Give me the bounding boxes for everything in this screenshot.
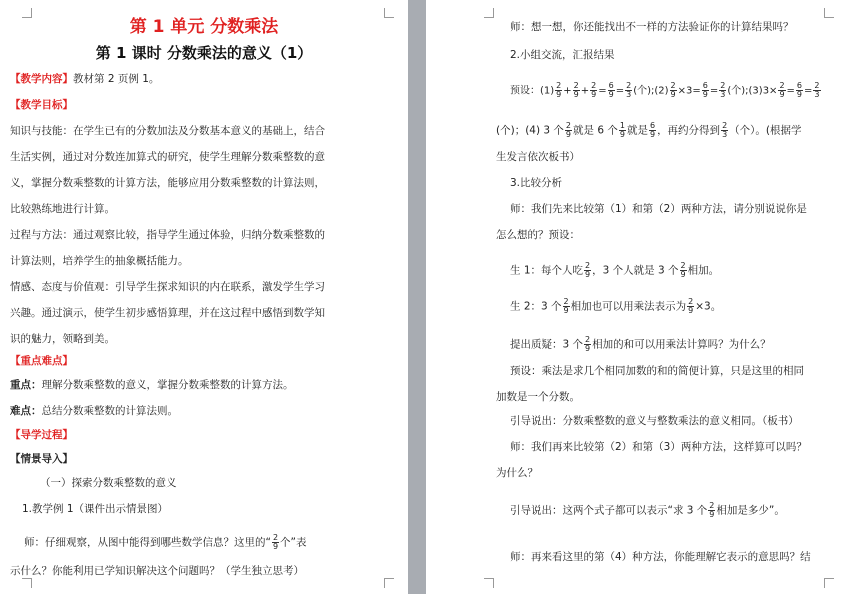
goals-heading: 【教学目标】 (10, 99, 73, 111)
content-heading: 【教学内容】 (10, 73, 73, 85)
difficulty-label: 难点： (10, 405, 42, 417)
goal-line: 计算法则，培养学生的抽象概括能力。 (10, 255, 189, 267)
goal-line: 情感、态度与价值观：引导学生探求知识的内在联系，激发学生学习 (10, 281, 325, 293)
content-line (10, 72, 159, 86)
corner-mark (384, 578, 394, 588)
goal-line: 兴趣。通过演示，使学生初步感悟算理，并在这过程中感悟到数学知 (10, 307, 325, 319)
text-line: 2.小组交流，汇报结果 (510, 49, 615, 61)
text-line: 师：想一想，你还能找出不一样的方法验证你的计算结果吗？ (510, 21, 794, 33)
text-line: 预设：乘法是求几个相同加数的和的简便计算，只是这里的相同 (510, 365, 804, 377)
preset-equation-line: 预设：(1) $\frac{2}{9}$ + $\frac{2}{9}$ + $\frac{2}{9}$ = $\frac{6}{9}$ = $\frac{2}{3}$ (个);(2) $\frac{2}{9}$ ×3= $\frac{6}{9}$ = $\frac{2}{3}$ (个);(3)3× $\frac{2}{9}$ = $\frac{6}{9}$ = $\frac{2}{3}$ (510, 81, 820, 99)
content-text: 教材第 2 页例 1。 (73, 73, 160, 85)
corner-mark (824, 578, 834, 588)
left-page (0, 0, 408, 594)
question-line: 提出质疑：3 个 $\frac{2}{9}$ 相加的和可以用乘法计算吗？为什么？ (510, 335, 771, 353)
fraction-two-ninths: $\frac{2}{9}$ (272, 533, 279, 551)
corner-mark (824, 8, 834, 18)
key-line (10, 378, 294, 392)
corner-mark (484, 578, 494, 588)
intro-heading: 【情景导入】 (10, 453, 73, 465)
text-line: 3.比较分析 (510, 177, 563, 189)
example-line: 1.教学例 1（课件出示情景图） (22, 503, 169, 515)
preset-equation-line: (个)；(4) 3 个 $\frac{2}{9}$ 就是 6 个 $\frac{1}{9}$ 就是 $\frac{6}{9}$ ，再约分得到 $\frac{2}{3}$ （个）。(根据学 (496, 121, 802, 139)
teacher-question-line: 示什么？你能利用已学知识解决这个问题吗？（学生独立思考） (10, 565, 304, 577)
teacher-question-line (24, 534, 307, 551)
goal-line: 义，掌握分数乘整数的计算方法，能够应用分数乘整数的计算法则， (10, 177, 325, 189)
goal-line: 识的魅力，领略到美。 (10, 333, 115, 345)
text-line: 引导说出：分数乘整数的意义与整数乘法的意义相同。（板书） (510, 415, 799, 427)
key-text: 理解分数乘整数的意义，掌握分数乘整数的计算方法。 (41, 379, 294, 391)
text-line: 怎么想的？预设： (496, 229, 580, 241)
guide-line: 引导说出：这两个式子都可以表示“求 3 个 $\frac{2}{9}$ 相加是多少”。 (510, 501, 785, 519)
unit-title: 第 1 单元 分数乘法 (129, 17, 279, 37)
text-line: 师：再来看这里的第（4）种方法，你能理解它表示的意思吗？结 (510, 551, 811, 563)
teacher-text: 个”表 (280, 536, 307, 549)
section-heading: （一）探索分数乘整数的意义 (40, 477, 177, 489)
text-line: 加数是一个分数。 (496, 391, 580, 403)
student2-line: 生 2：3 个 $\frac{2}{9}$ 相加也可以用乘法表示为 $\frac{2}{9}$ ×3。 (510, 297, 722, 315)
goal-line: 过程与方法：通过观察比较，指导学生通过体验，归纳分数乘整数的 (10, 229, 325, 241)
text-line: 师：我们先来比较第（1）和第（2）两种方法，请分别说说你是 (510, 203, 807, 215)
goal-line: 知识与技能：在学生已有的分数加法及分数基本意义的基础上，结合 (10, 125, 325, 137)
page-gap (408, 0, 426, 594)
key-heading: 【重点难点】 (10, 355, 73, 367)
right-page (426, 0, 845, 594)
goal-line: 比较熟练地进行计算。 (10, 203, 115, 215)
difficulty-text: 总结分数乘整数的计算法则。 (41, 405, 178, 417)
text-line: 为什么？ (496, 467, 538, 479)
lesson-title: 第 1 课时 分数乘法的意义（1） (95, 44, 313, 62)
process-heading: 【导学过程】 (10, 429, 73, 441)
student1-line: 生 1：每个人吃 $\frac{2}{9}$ ，3 个人就是 3 个 $\frac{2}{9}$ 相加。 (510, 261, 720, 279)
text-line: 师：我们再来比较第（2）和第（3）两种方法，这样算可以吗？ (510, 441, 807, 453)
corner-mark (22, 578, 32, 588)
goal-line: 生活实例，通过对分数连加算式的研究，使学生理解分数乘整数的意 (10, 151, 325, 163)
text-line: 生发言依次板书） (496, 151, 580, 163)
difficulty-line (10, 404, 178, 418)
corner-mark (484, 8, 494, 18)
teacher-text: 师：仔细观察，从图中能得到哪些数学信息？这里的“ (24, 536, 271, 549)
key-label: 重点： (10, 379, 42, 391)
